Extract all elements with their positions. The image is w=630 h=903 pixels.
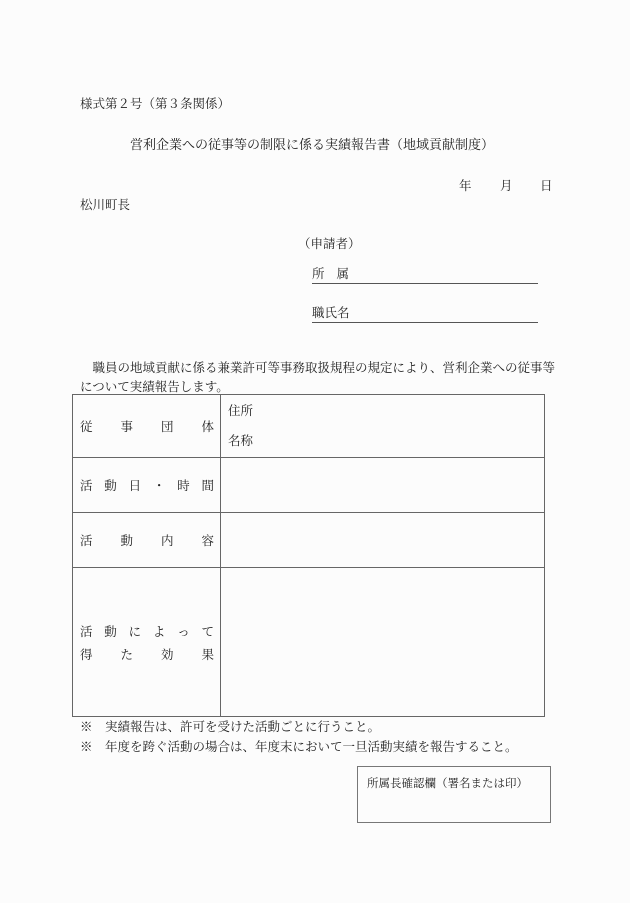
address-sublabel: 住所 <box>228 403 254 418</box>
label-char: 活 <box>80 623 93 639</box>
row-label-content <box>73 513 221 568</box>
label-char: た <box>120 646 133 662</box>
date-day-label: 日 <box>540 178 553 193</box>
note-1: ※ 実績報告は、許可を受けた活動ごとに行うこと。 <box>80 719 381 734</box>
row-label-datetime <box>73 458 221 513</box>
label-char: よ <box>152 623 166 639</box>
label-char: 動 <box>104 623 117 639</box>
table-row-content <box>73 513 545 568</box>
label-char: 事 <box>120 419 133 434</box>
row-label-effect <box>73 568 221 717</box>
document-title: 営利企業への従事等の制限に係る実績報告書（地域貢献制度） <box>130 138 495 153</box>
label-char: て <box>201 623 214 639</box>
label-char: 日 <box>128 478 142 493</box>
report-table <box>72 394 545 717</box>
label-char: 体 <box>201 419 214 434</box>
label-char: 団 <box>160 419 174 434</box>
intro-paragraph: 職員の地域貢献に係る兼業許可等事務取扱規程の規定により、営利企業への従事等について実績報告します。 <box>80 360 556 394</box>
label-char: 得 <box>80 646 93 662</box>
table-row-organization <box>73 395 545 458</box>
label-char: っ <box>177 623 190 639</box>
applicant-heading: （申請者） <box>298 236 361 251</box>
name-field[interactable] <box>312 307 538 323</box>
date-year-label: 年 <box>459 178 472 193</box>
label-char: 容 <box>201 533 214 548</box>
addressee: 松川町長 <box>80 197 131 212</box>
name-label: 職氏名 <box>312 305 350 320</box>
content-value-cell[interactable] <box>221 513 545 568</box>
note-2: ※ 年度を跨ぐ活動の場合は、年度末において一旦活動実績を報告すること。 <box>80 739 518 754</box>
affiliation-field[interactable] <box>312 268 538 284</box>
label-char: 活 <box>80 478 93 493</box>
label-char: 動 <box>120 533 133 548</box>
date-month-label: 月 <box>500 178 513 193</box>
label-char: 内 <box>160 533 174 548</box>
label-char: 間 <box>201 478 214 493</box>
org-name-sublabel: 名称 <box>228 432 254 448</box>
label-char: 活 <box>80 533 93 548</box>
affiliation-label-2: 属 <box>336 266 350 281</box>
label-char: 従 <box>80 419 93 434</box>
label-char: に <box>128 623 142 639</box>
form-number: 様式第２号（第３条関係） <box>80 96 231 111</box>
table-row-effect <box>73 568 545 717</box>
label-char: ・ <box>152 478 166 493</box>
datetime-value-cell[interactable] <box>221 458 545 513</box>
effect-value-cell[interactable] <box>221 568 545 717</box>
label-char: 時 <box>177 478 190 493</box>
table-row-datetime <box>73 458 545 513</box>
supervisor-confirmation-box[interactable] <box>357 766 551 823</box>
supervisor-confirmation-label: 所属長確認欄（署名または印） <box>367 776 528 790</box>
label-char: 効 <box>160 646 174 662</box>
row-label-organization <box>73 395 221 458</box>
label-char: 果 <box>201 646 214 662</box>
label-char: 動 <box>104 478 117 493</box>
affiliation-label-1: 所 <box>312 266 325 281</box>
organization-value-cell[interactable] <box>221 395 545 458</box>
